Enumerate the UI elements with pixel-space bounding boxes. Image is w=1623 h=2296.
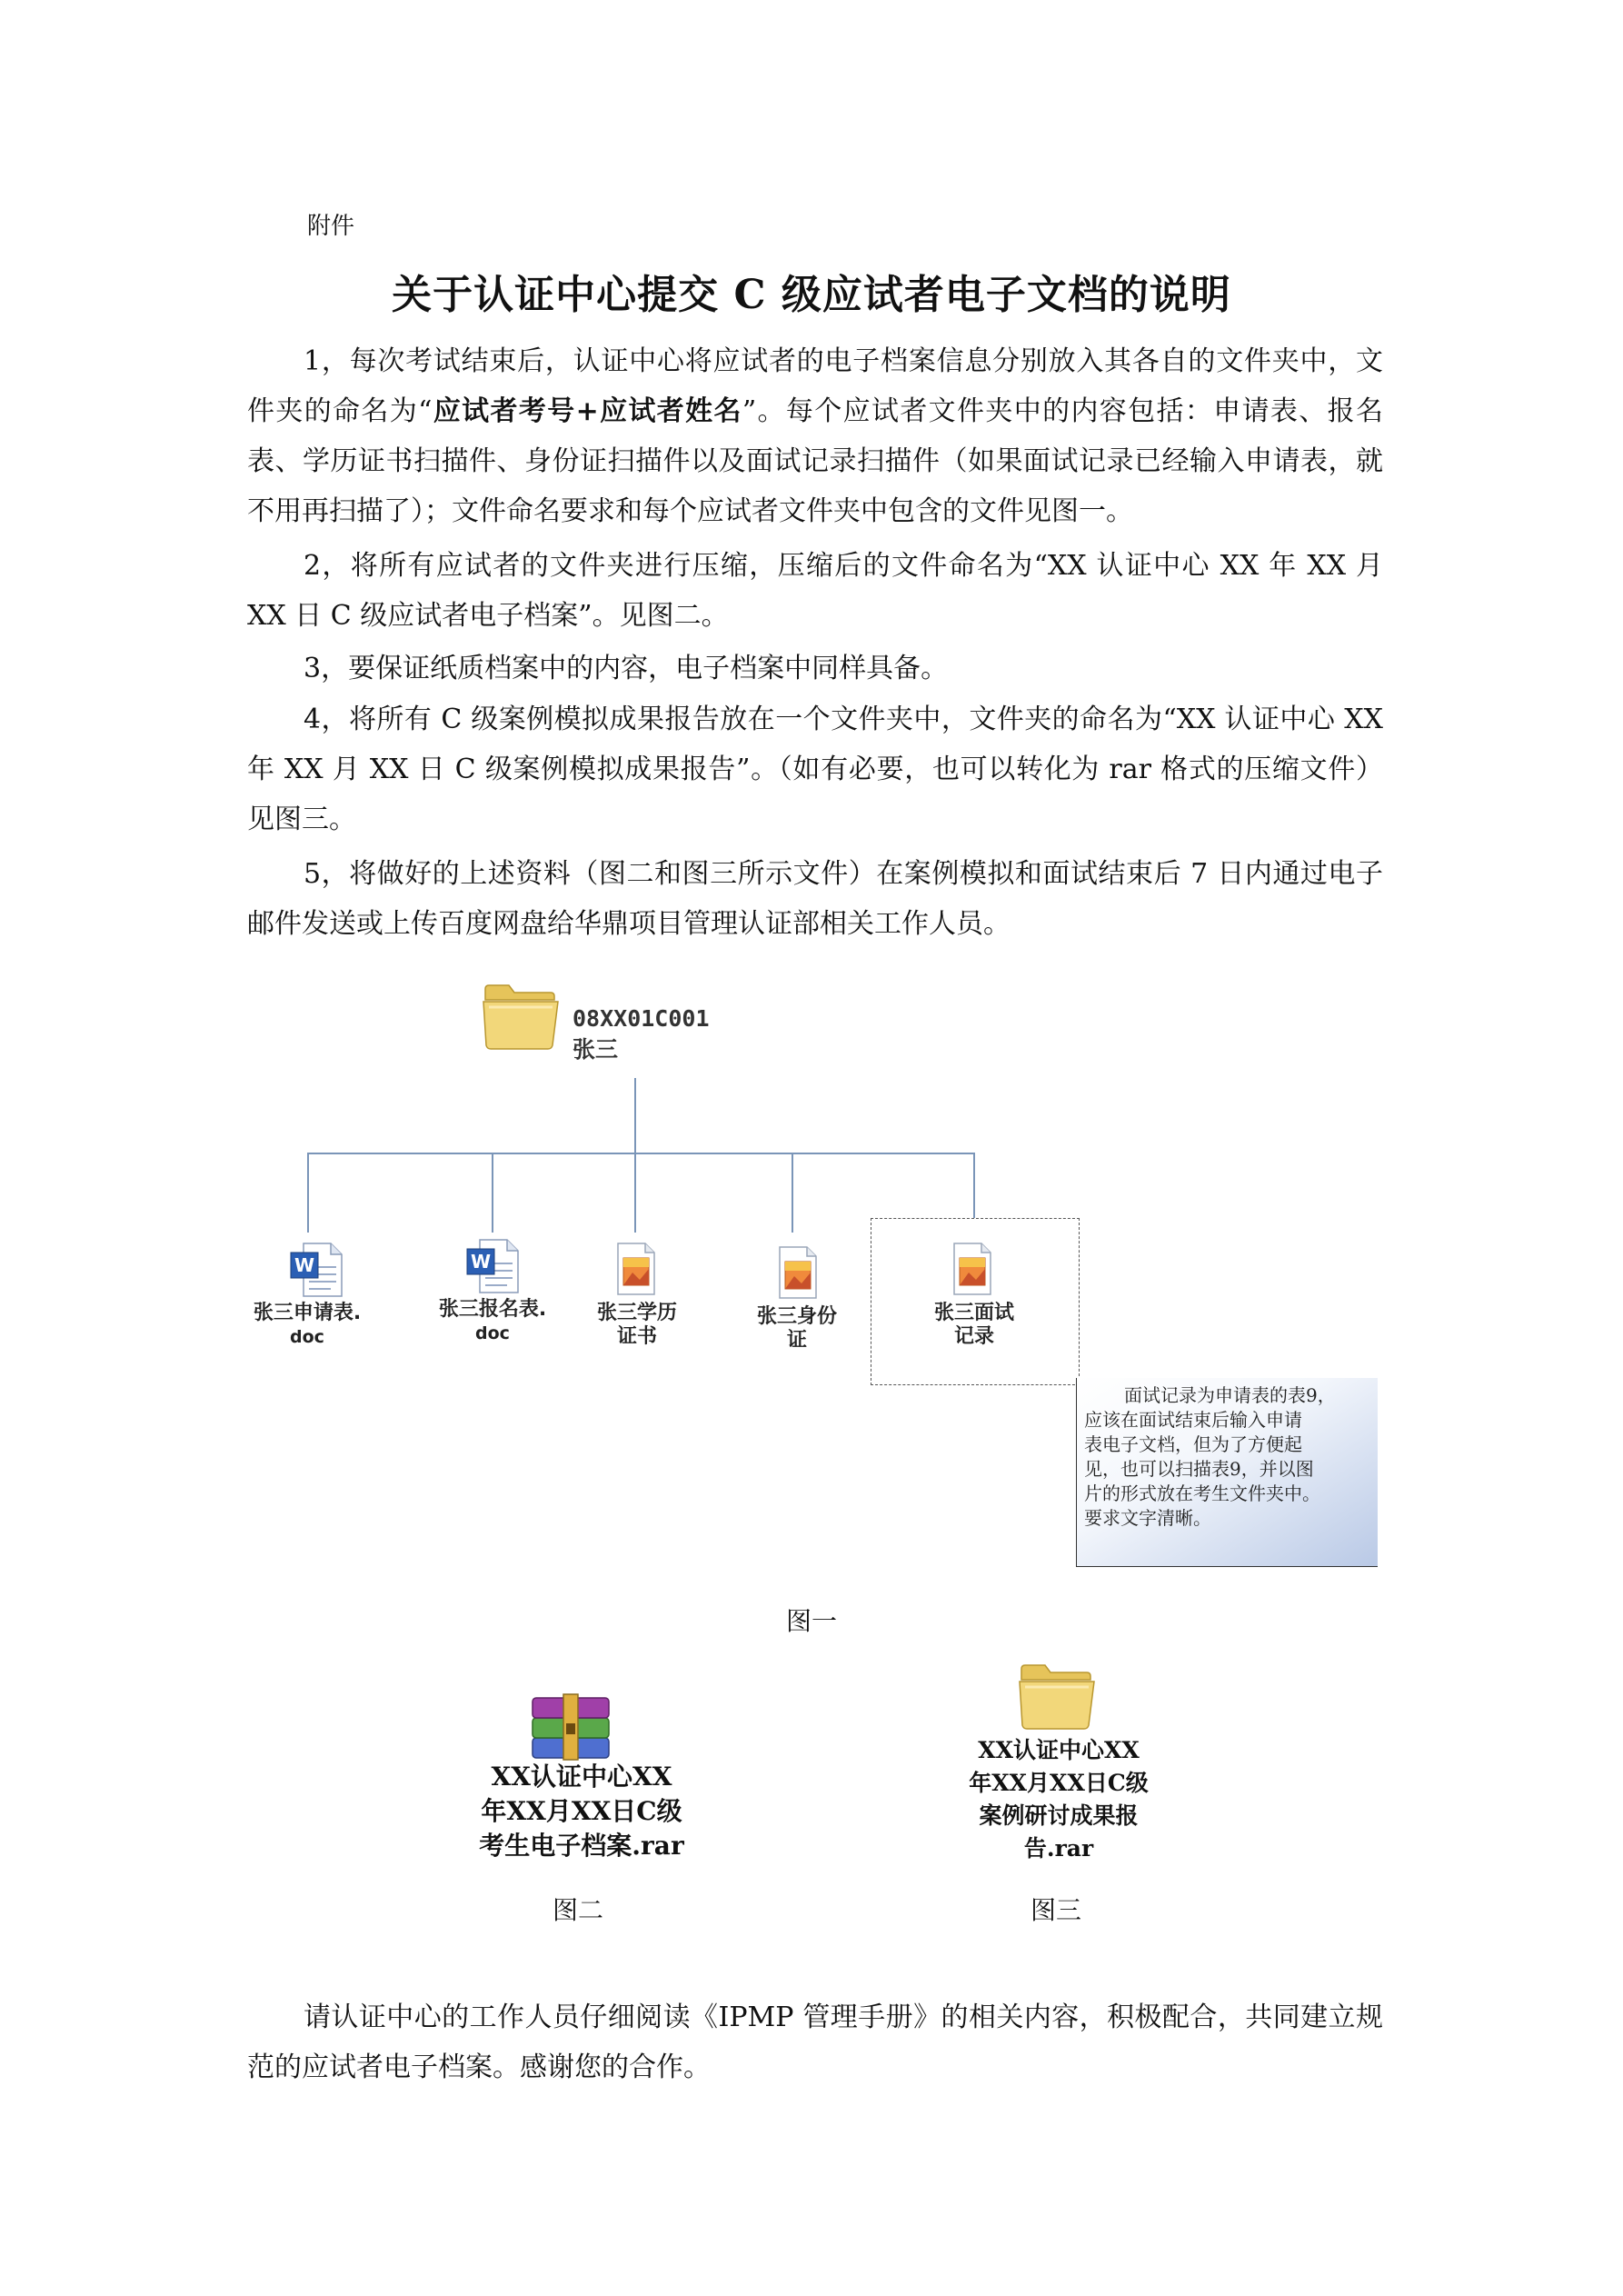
connector-branch-5 (973, 1153, 975, 1218)
report-folder-label (945, 1734, 1172, 1865)
note-callout (1076, 1378, 1378, 1567)
paragraph-1-text-b: ”。每个应试者文件夹中的内容包括：申请表、报名表、学历证书扫描件、身份证扫描件以及面试记录扫描件（如果面试记录已经输入申请表，就不用再扫描了）；文件命名要求和每个应试者文件夹中包含的文件见图一。 (247, 395, 1383, 527)
report-folder-label-line-2: 年XX月XX日C级 (969, 1770, 1149, 1796)
word-doc-icon (289, 1240, 345, 1303)
figure-3-caption: 图三 (1030, 1895, 1081, 1925)
image-file-icon (951, 1240, 994, 1302)
archive-label-line-2: 年XX月XX日C级 (481, 1796, 682, 1826)
note-line-2: 应该在面试结束后输入申请 (1084, 1409, 1302, 1431)
closing-paragraph: 请认证中心的工作人员仔细阅读《IPMP 管理手册》的相关内容，积极配合，共同建立规范的应试者电子档案。感谢您的合作。 (247, 2002, 1383, 2083)
file-label-4-sub: 证 (786, 1329, 807, 1352)
paragraph-4: 4，将所有 C 级案例模拟成果报告放在一个文件夹中，文件夹的命名为“XX 认证中心 XX 年 XX 月 XX 日 C 级案例模拟成果报告”。（如有必要，也可以转化为 rar 格式的压缩文件）见图三。 (247, 704, 1383, 835)
connector-branch-3 (634, 1153, 636, 1233)
file-label-3-sub: 证书 (616, 1325, 657, 1348)
note-line-1: 面试记录为申请表的表9， (1124, 1384, 1336, 1406)
file-label-3-name: 张三学历 (596, 1302, 677, 1324)
file-label-4-name: 张三身份 (756, 1305, 837, 1328)
svg-text:W: W (294, 1254, 315, 1276)
paragraph-1-bold: 应试者考号+应试者姓名 (432, 395, 742, 427)
image-file-icon (614, 1240, 658, 1302)
archive-label-line-1: XX认证中心XX (491, 1762, 672, 1792)
attachment-label: 附件 (307, 213, 355, 240)
file-label-5-sub: 记录 (953, 1325, 994, 1348)
svg-text:W: W (470, 1251, 492, 1273)
connector-branch-4 (792, 1153, 793, 1233)
connector-trunk (634, 1078, 636, 1154)
file-label-2-ext: doc (475, 1323, 510, 1343)
paragraph-1-text-a: 1，每次考试结束后，认证中心将应试者的电子档案信息分别放入其各自的文件夹中，文件夹的命名为“ (247, 345, 1383, 427)
file-label-5 (921, 1302, 1027, 1349)
file-label-4 (747, 1305, 847, 1353)
paragraph-5: 5，将做好的上述资料（图二和图三所示文件）在案例模拟和面试结束后 7 日内通过电子邮件发送或上传百度网盘给华鼎项目管理认证部相关工作人员。 (247, 858, 1383, 940)
folder-icon (1016, 1660, 1098, 1736)
connector-branch-2 (492, 1153, 493, 1233)
note-line-4: 见，也可以扫描表9，并以图 (1084, 1458, 1314, 1480)
file-label-1-ext: doc (290, 1327, 324, 1347)
root-folder-label: 08XX01C001张三 (573, 1005, 710, 1063)
connector-branch-1 (307, 1153, 309, 1233)
root-folder-icon (480, 980, 562, 1053)
report-folder-label-line-1: XX认证中心XX (978, 1737, 1140, 1763)
file-label-1-name: 张三申请表. (253, 1302, 362, 1324)
file-label-5-name: 张三面试 (933, 1302, 1014, 1324)
connector-bus (307, 1153, 975, 1154)
figure-1-caption: 图一 (785, 1606, 837, 1636)
note-line-5: 片的形式放在考生文件夹中。 (1084, 1482, 1320, 1504)
archive-label-line-3: 考生电子档案.rar (479, 1831, 684, 1861)
paragraph-2: 2，将所有应试者的文件夹进行压缩，压缩后的文件命名为“XX 认证中心 XX 年 XX 月 XX 日 C 级应试者电子档案”。见图二。 (247, 550, 1383, 632)
archive-file-label (454, 1760, 709, 1863)
note-line-6: 要求文字清晰。 (1084, 1507, 1211, 1529)
file-label-2 (431, 1298, 554, 1345)
report-folder-label-line-3: 案例研讨成果报 (979, 1802, 1139, 1829)
figure-2-caption: 图二 (552, 1895, 603, 1925)
image-file-icon (776, 1243, 820, 1305)
document-title: 关于认证中心提交 C 级应试者电子文档的说明 (392, 272, 1231, 318)
file-label-3 (587, 1302, 687, 1349)
word-doc-icon (465, 1236, 522, 1300)
paragraph-1 (247, 336, 1383, 536)
winrar-archive-icon (527, 1692, 618, 1765)
note-line-3: 表电子文档，但为了方便起 (1084, 1433, 1302, 1455)
paragraph-3: 3，要保证纸质档案中的内容，电子档案中同样具备。 (304, 653, 949, 684)
file-label-1 (245, 1302, 369, 1349)
report-folder-label-line-4: 告.rar (1023, 1835, 1094, 1862)
file-label-2-name: 张三报名表. (438, 1298, 547, 1321)
